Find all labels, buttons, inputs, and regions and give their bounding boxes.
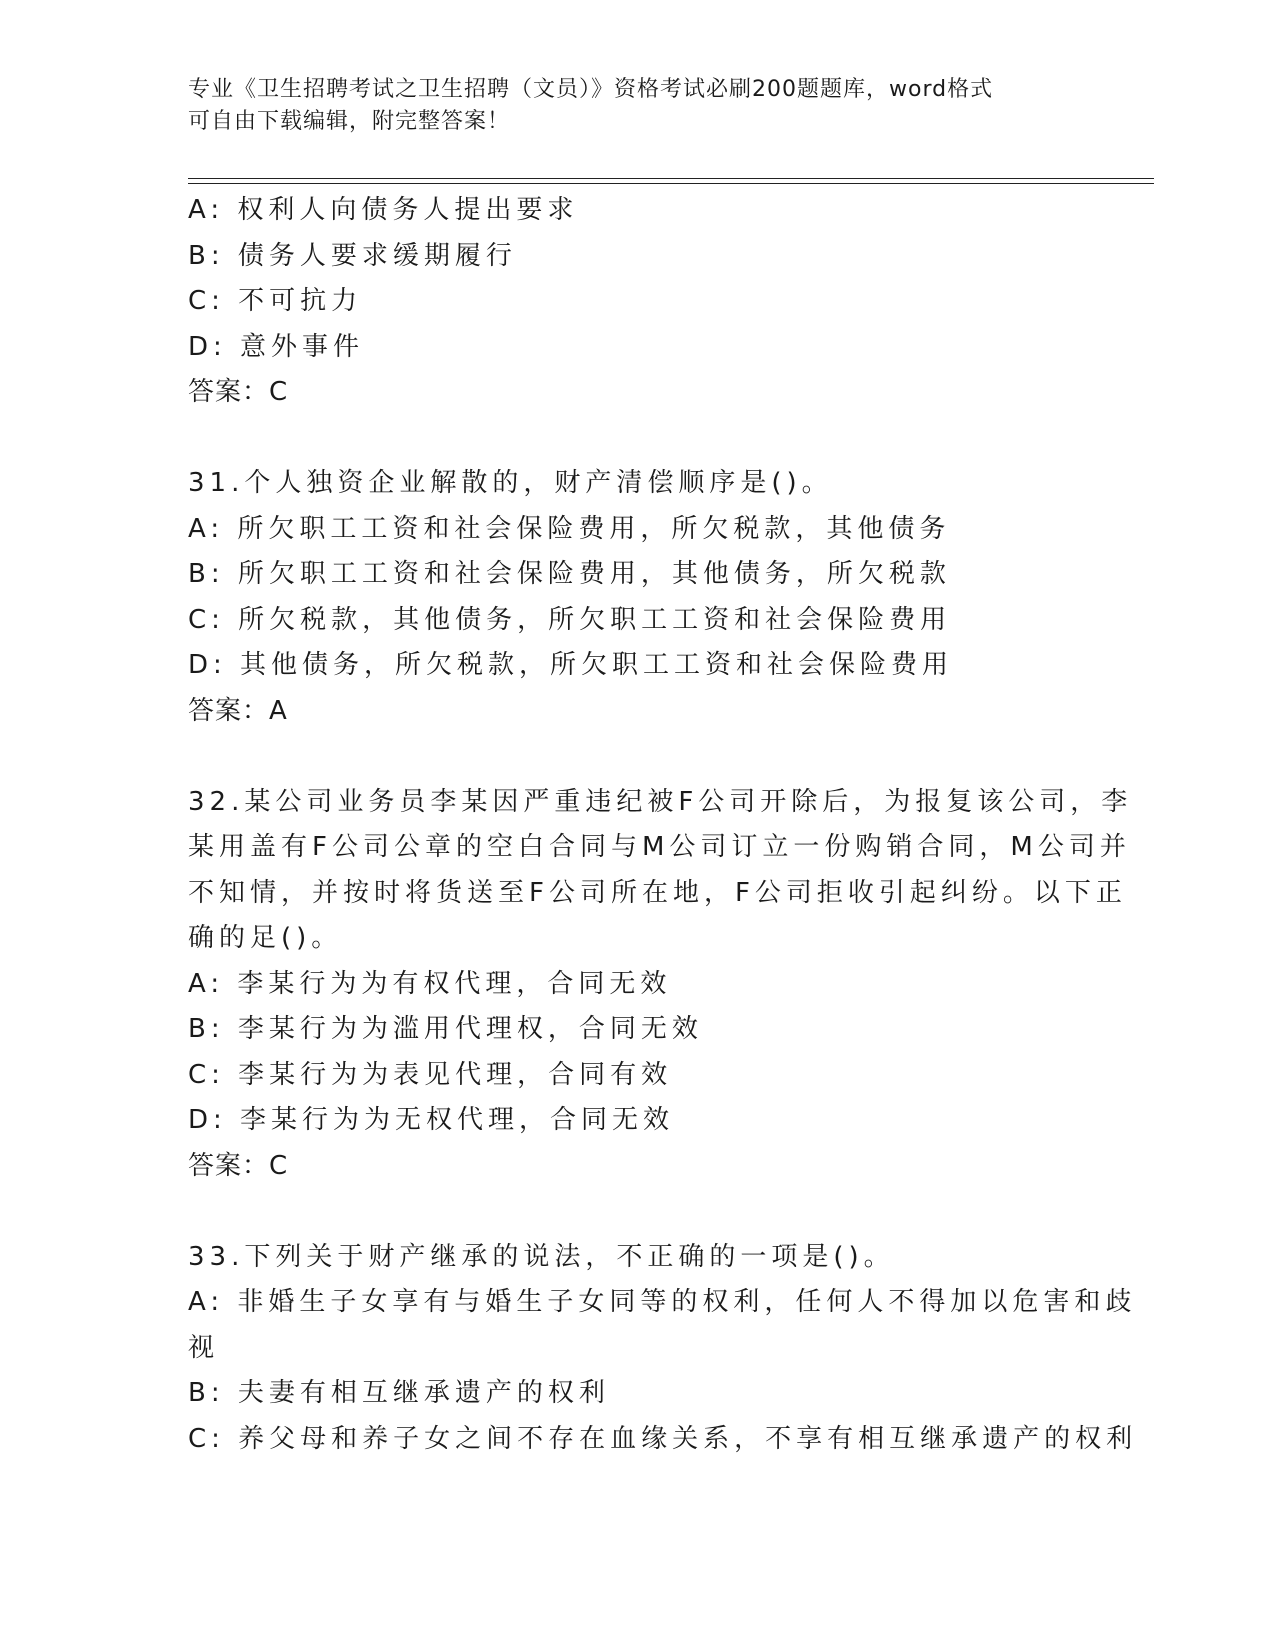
question-text: 33.下列关于财产继承的说法，不正确的一项是()。 (188, 1241, 895, 1272)
option-c: C: 所欠税款，其他债务，所欠职工工资和社会保险费用 (188, 604, 952, 635)
question-text: 31.个人独资企业解散的，财产清偿顺序是()。 (188, 468, 833, 498)
question-text-line-2: 某用盖有F公司公章的空白合同与M公司订立一份购销合同，M公司并 (188, 832, 1131, 862)
option-a-line-1: A: 非婚生子女享有与婚生子女同等的权利，任何人不得加以危害和歧 (188, 1287, 1137, 1317)
question-text-line-1: 32.某公司业务员李某因严重违纪被F公司开除后，为报复该公司，李 (188, 786, 1133, 817)
document-header (188, 74, 1088, 138)
question-block-31 (188, 461, 1088, 734)
option-a: A: 权利人向债务人提出要求 (188, 195, 579, 225)
answer: 答案：A (188, 695, 288, 726)
question-block-30 (188, 188, 1088, 416)
option-d: D: 意外事件 (188, 331, 365, 362)
spacer (188, 734, 1088, 780)
option-d: D: 其他债务，所欠税款，所欠职工工资和社会保险费用 (188, 650, 954, 680)
header-line-2: 可自由下载编辑，附完整答案！ (188, 109, 511, 134)
question-block-32 (188, 780, 1133, 1190)
option-b: B: 李某行为为滥用代理权，合同无效 (188, 1014, 703, 1044)
option-b: B: 夫妻有相互继承遗产的权利 (188, 1378, 610, 1408)
question-block-33 (188, 1235, 1138, 1463)
header-divider-bottom (188, 183, 1154, 184)
header-line-1: 专业《卫生招聘考试之卫生招聘（文员）》资格考试必刷200题题库，word格式 (188, 77, 994, 102)
option-a: A: 所欠职工工资和社会保险费用，所欠税款，其他债务 (188, 513, 951, 544)
option-c: C: 不可抗力 (188, 286, 363, 316)
option-c: C: 李某行为为表见代理，合同有效 (188, 1059, 673, 1090)
option-c: C: 养父母和养子女之间不存在血缘关系，不享有相互继承遗产的权利 (188, 1423, 1138, 1454)
option-a: A: 李某行为为有权代理，合同无效 (188, 968, 672, 999)
answer: 答案：C (188, 1150, 289, 1181)
option-d: D: 李某行为为无权代理，合同无效 (188, 1105, 675, 1135)
option-a-line-2: 视 (188, 1332, 220, 1363)
document-body (188, 188, 1138, 1462)
spacer (188, 416, 1088, 462)
option-b: B: 所欠职工工资和社会保险费用，其他债务，所欠税款 (188, 559, 951, 589)
header-divider-top (188, 178, 1154, 179)
answer: 答案：C (188, 377, 289, 407)
option-b: B: 债务人要求缓期履行 (188, 240, 517, 271)
spacer (188, 1189, 1088, 1235)
question-text-line-3: 不知情，并按时将货送至F公司所在地，F公司拒收引起纠纷。以下正 (188, 877, 1127, 908)
question-text-line-4: 确的足()。 (188, 923, 343, 953)
